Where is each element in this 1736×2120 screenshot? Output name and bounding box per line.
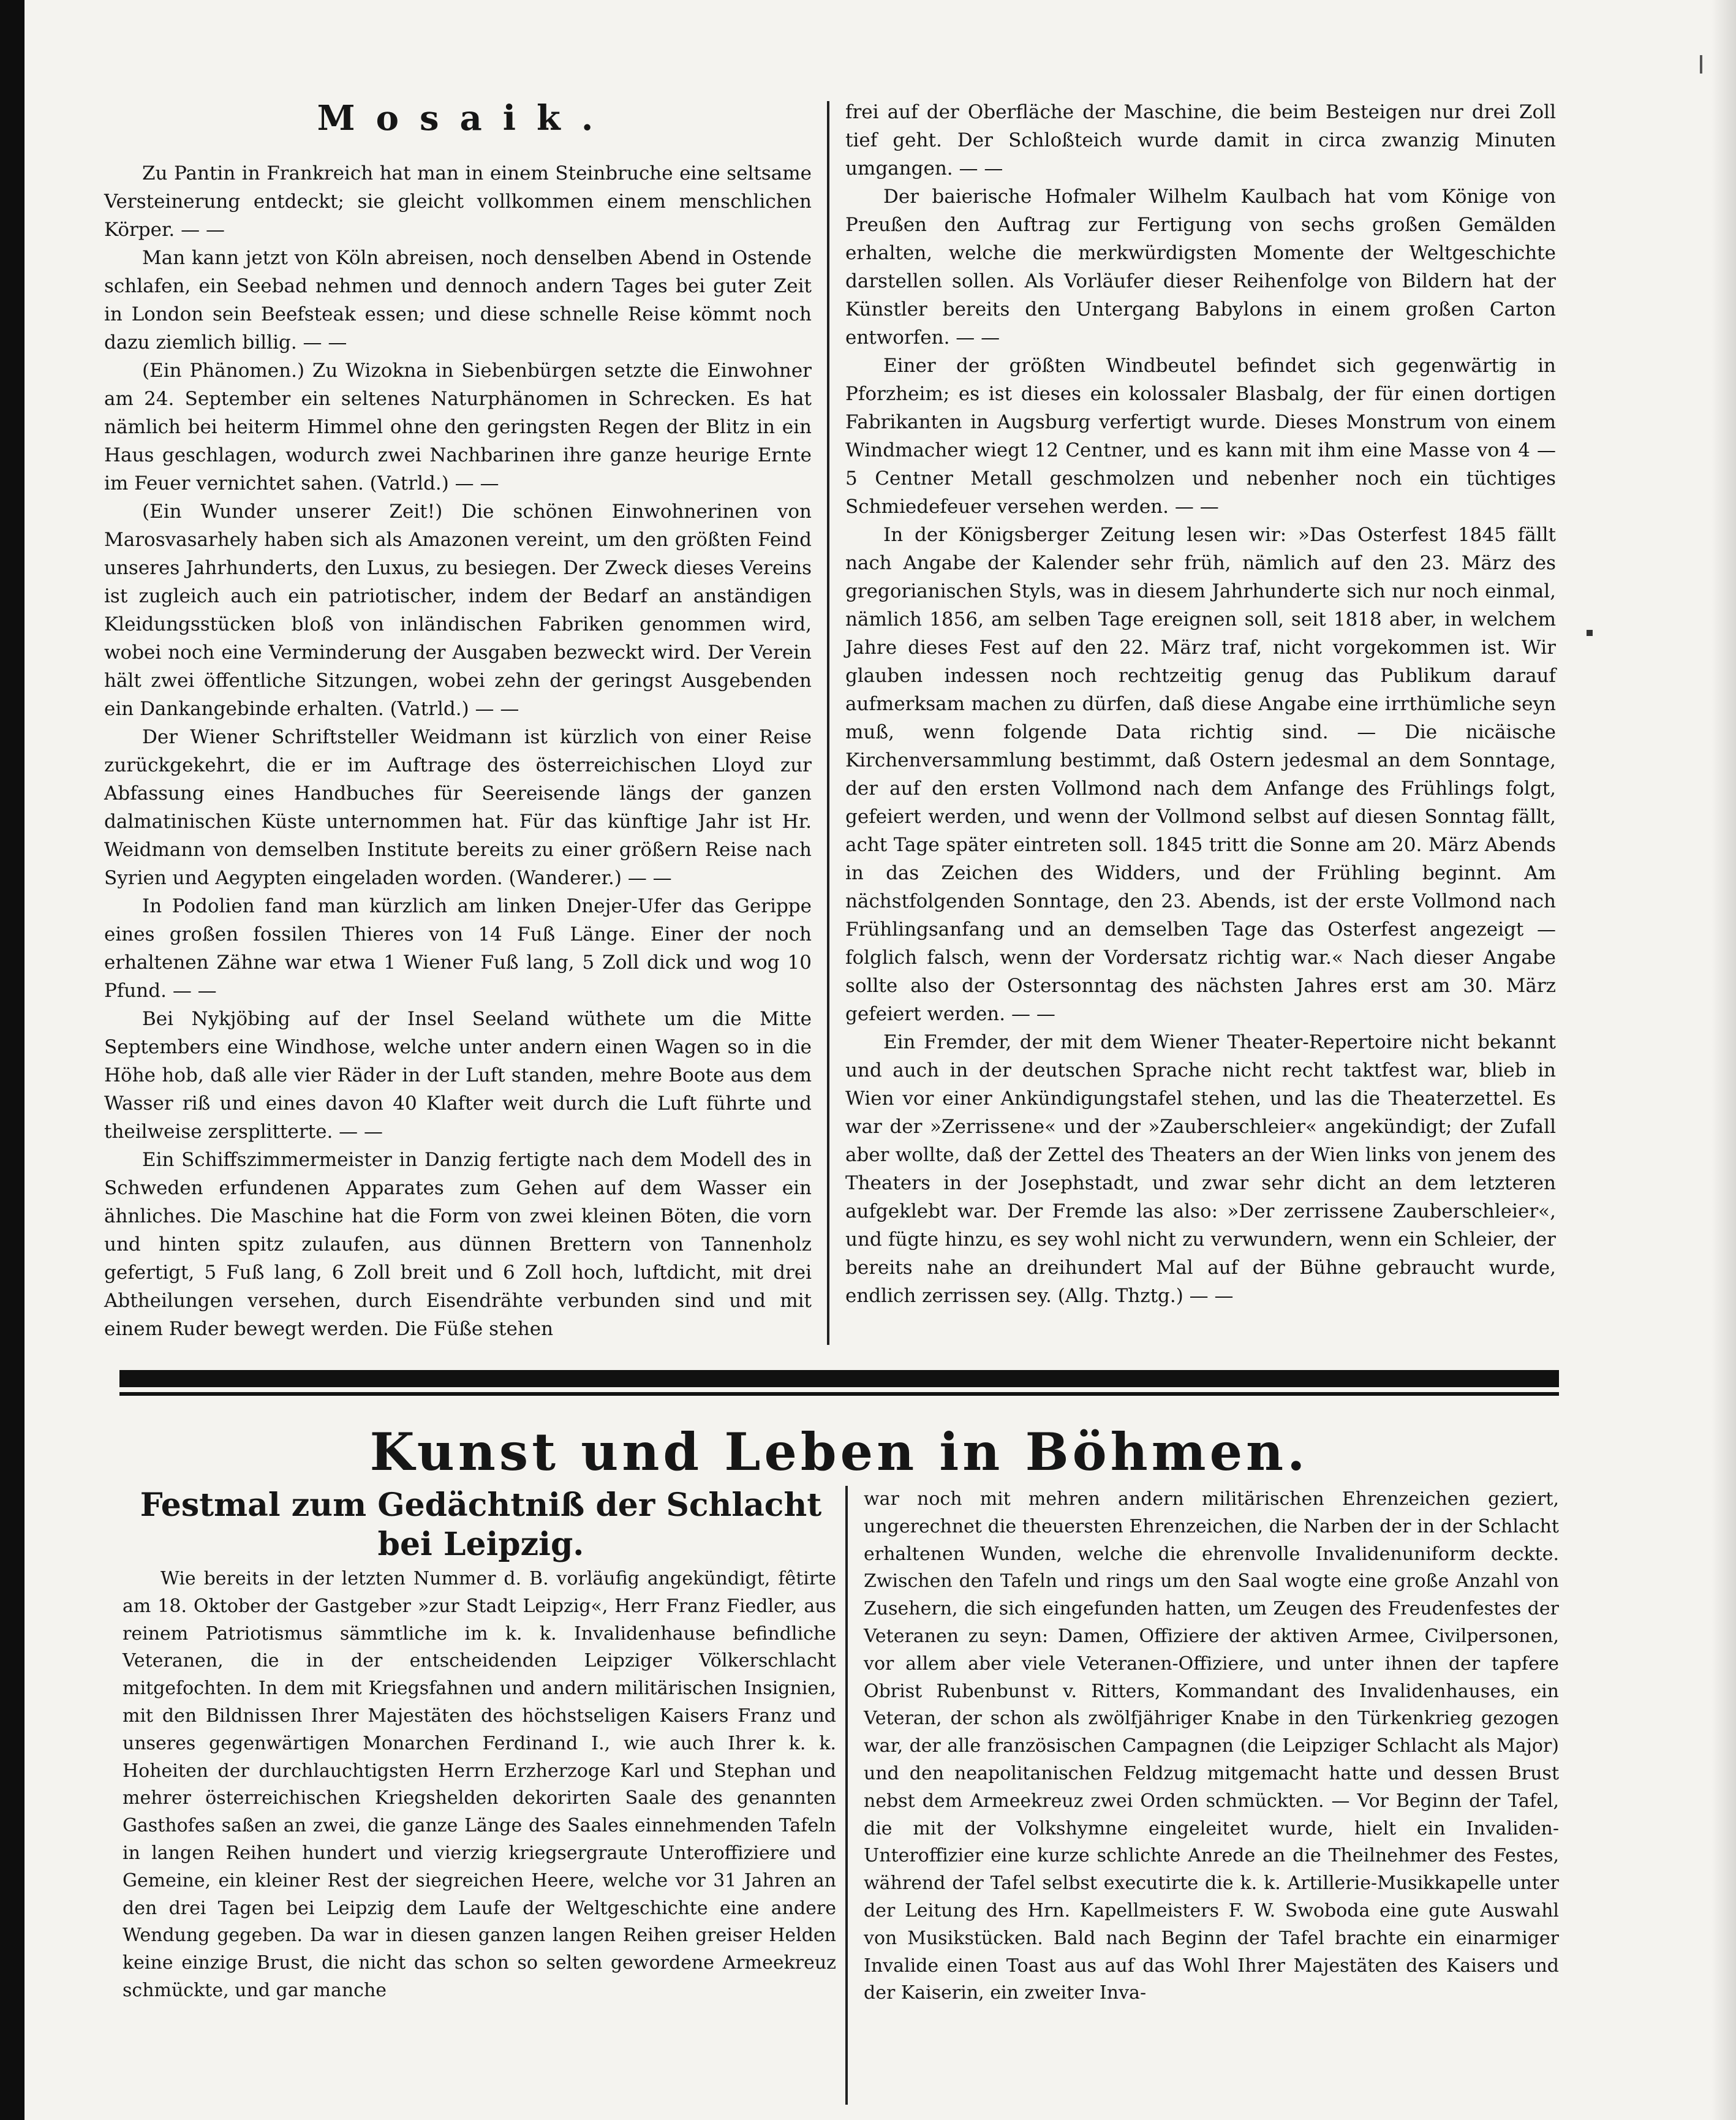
print-speck (1587, 630, 1593, 636)
paragraph: Man kann jetzt von Köln abreisen, noch denselben Abend in Ostende schlafen, ein Seebad nehmen und dennoch andern Tages bei guter Zeit in London sein Beefsteak essen; und diese schnelle Reise kömmt noch dazu ziemlich billig. — — (104, 247, 812, 354)
paragraph: Der baierische Hofmaler Wilhelm Kaulbach hat vom Könige von Preußen den Auftrag zur Fertigung von sechs großen Gemälden erhalten, welche die merkwürdigsten Momente der Weltgeschichte darstellen sollen. Als Vorläufer dieser Reihenfolge von Bildern hat der Künstler bereits den Untergang Babylons in einem großen Carton entworfen. — — (845, 186, 1556, 349)
paragraph: In der Königsberger Zeitung lesen wir: »Das Osterfest 1845 fällt nach Angabe der Kalender sehr früh, nämlich auf den 23. März des gregorianischen Styls, was in diesem Jahrhunderte sich nur noch einmal, nämlich 1856, am selben Tage ereignen soll, seit 1818 aber, in welchem Jahre dieses Fest auf den 22. März traf, nicht vorgekommen ist. Wir glauben indessen noch rechtzeitig genug das Publikum darauf aufmerksam machen zu dürfen, daß diese Angabe eine irrthümliche seyn muß, wenn folgende Data richtig sind. — Die nicäische Kirchenversammlung bestimmt, daß Ostern jedesmal an dem Sonntage, der auf den ersten Vollmond nach dem Anfange des Frühlings folgt, gefeiert werden, und wenn der Vollmond selbst auf diesen Sonntag fällt, acht Tage später eintreten soll. 1845 tritt die Sonne am 20. März Abends in das Zeichen des Widders, und der Frühling beginnt. Am nächstfolgenden Sonntage, den 23. Abends, ist der erste Vollmond nach Frühlingsanfang und an demselben Tage das Osterfest angezeigt — folglich falsch, wenn der Vordersatz richtig war.« Nach dieser Angabe sollte also der Ostersonntag des nächsten Jahres erst am 30. März gefeiert werden. — — (845, 524, 1556, 1025)
kunst-left-column (123, 1565, 836, 2005)
mosaik-heading: Mosaik. (317, 98, 614, 138)
paragraph: Zu Pantin in Frankreich hat man in einem Steinbruche eine seltsame Versteinerung entdeckt; sie gleicht vollkommen einem menschlichen Körper. — — (104, 162, 812, 241)
newspaper-page (25, 0, 1736, 2120)
paragraph: Bei Nykjöbing auf der Insel Seeland wüthete um die Mitte Septembers eine Windhose, welche unter andern einen Wagen so in die Höhe hob, daß alle vier Räder in der Luft standen, mehre Boote aus dem Wasser riß und eines davon 40 Klafter weit durch die Luft führte und theilweise zersplitterte. — — (104, 1008, 812, 1143)
book-spine-shadow (0, 0, 25, 2120)
paragraph: In Podolien fand man kürzlich am linken Dnejer-Ufer das Gerippe eines großen fossilen Thieres von 14 Fuß Länge. Einer der noch erhaltenen Zähne war etwa 1 Wiener Fuß lang, 5 Zoll dick und wog 10 Pfund. — — (104, 895, 812, 1002)
paragraph: Der Wiener Schriftsteller Weidmann ist kürzlich von einer Reise zurückgekehrt, die er im Auftrage des österreichischen Lloyd zur Abfassung eines Handbuches für Seereisende längs der ganzen dalmatinischen Küste unternommen hat. Für das künftige Jahr ist Hr. Weidmann von demselben Institute bereits zu einer größern Reise nach Syrien und Aegypten eingeladen worden. (Wanderer.) — — (104, 726, 812, 889)
paragraph: Wie bereits in der letzten Nummer d. B. vorläufig angekündigt, fêtirte am 18. Oktober der Gastgeber »zur Stadt Leipzig«, Herr Franz Fiedler, aus reinem Patriotismus sämmtliche im k. k. Invalidenhause befindliche Veteranen, die in der entscheidenden Leipziger Völkerschlacht mitgefochten. In dem mit Kriegsfahnen und andern militärischen Insignien, mit den Bildnissen Ihrer Majestäten des höchstseligen Kaisers Franz und unseres gegenwärtigen Monarchen Ferdinand I., wie auch Ihrer k. k. Hoheiten der durchlauchtigsten Herrn Erzherzoge Karl und Stephan und mehrer österreichischen Kriegshelden dekorirten Saale des genannten Gasthofes saßen an zwei, die ganze Länge des Saales einnehmenden Tafeln in langen Reihen hundert und vierzig kriegsergraute Unteroffiziere und Gemeine, ein kleiner Rest der siegreichen Heere, welche vor 31 Jahren an den drei Tagen bei Leipzig dem Laufe der Weltgeschichte eine andere Wendung gegeben. Da war in diesen ganzen langen Reihen greiser Helden keine einzige Brust, die nicht das schon so selten gewordene Armeekreuz schmückte, und gar manche (123, 1568, 836, 2001)
section-separator-rule (119, 1370, 1559, 1387)
paragraph: Ein Schiffszimmermeister in Danzig fertigte nach dem Modell des in Schweden erfundenen Apparates zum Gehen auf dem Wasser ein ähnliches. Die Maschine hat die Form von zwei kleinen Böten, die vorn und hinten spitz zulaufen, aus dünnen Brettern von Tannenholz gefertigt, 5 Fuß lang, 6 Zoll breit und 6 Zoll hoch, luftdicht, mit drei Abtheilungen versehen, durch Eisendrähte verbunden sind und mit einem Ruder bewegt werden. Die Füße stehen (104, 1149, 812, 1340)
page-edge-mark (1700, 55, 1702, 74)
paragraph: (Ein Wunder unserer Zeit!) Die schönen Einwohnerinen von Marosvasarhely haben sich als Amazonen vereint, um den größten Feind unseres Jahrhunderts, den Luxus, zu besiegen. Der Zweck dieses Vereins ist zugleich auch ein patriotischer, indem der Bedarf an anständigen Kleidungsstücken bloß von inländischen Fabriken genommen wird, wobei noch eine Verminderung der Ausgaben bezweckt wird. Der Verein hält zwei öffentliche Sitzungen, wobei zehn der geringst Ausgebenden ein Dankangebinde erhalten. (Vatrld.) — — (104, 501, 812, 720)
paragraph: frei auf der Oberfläche der Maschine, die beim Besteigen nur drei Zoll tief geht. Der Schloßteich wurde damit in circa zwanzig Minuten umgangen. — — (845, 101, 1556, 180)
column-divider (827, 101, 829, 1345)
article-title: Festmal zum Gedächtniß der Schlacht bei Leipzig. (140, 1486, 822, 1563)
mosaik-left-column (104, 159, 812, 1343)
paragraph: Ein Fremder, der mit dem Wiener Theater-Repertoire nicht bekannt und auch in der deutschen Sprache nicht recht taktfest war, blieb in Wien vor einer Ankündigungstafel stehen, und las die Theaterzettel. Es war der »Zerrissene« und der »Zauberschleier« angekündigt; der Zufall aber wollte, daß der Zettel des Theaters an der Wien links von jenem des Theaters in der Josephstadt, und zwar sehr dicht an dem letzteren aufgeklebt war. Der Fremde las also: »Der zerrissene Zauberschleier«, und fügte hinzu, es sey wohl nicht zu verwundern, wenn ein Schleier, der bereits nahe an dreihundert Mal auf der Bühne gebraucht wurde, endlich zerrissen sey. (Allg. Thztg.) — — (845, 1031, 1556, 1307)
column-divider (845, 1486, 848, 2105)
kunst-right-column (864, 1486, 1559, 2007)
mosaik-right-column (845, 98, 1556, 1310)
paragraph: war noch mit mehren andern militärischen Ehrenzeichen geziert, ungerechnet die theuersten Ehrenzeichen, die Narben der in der Schlacht erhaltenen Wunden, welche die ehrenvolle Invalidenuniform deckte. Zwischen den Tafeln und rings um den Saal wogte eine große Anzahl von Zusehern, die sich eingefunden hatten, um Zeugen des Freudenfestes der Veteranen zu seyn: Damen, Offiziere der aktiven Armee, Civilpersonen, vor allem aber viele Veteranen-Offiziere, und unter ihnen der tapfere Obrist Rubenbunst v. Ritters, Kommandant des Invalidenhauses, ein Veteran, der schon als zwölfjähriger Knabe in den Türkenkrieg gezogen war, der alle französischen Campagnen (die Leipziger Schlacht als Major) und den neapolitanischen Feldzug mitgemacht hatte und dessen Brust nebst dem Armeekreuz zwei Orden schmückten. — Vor Beginn der Tafel, die mit der Volkshymne eingeleitet wurde, hielt ein Invaliden-Unteroffizier eine kurze schlichte Anrede an die Theilnehmer des Festes, während der Tafel selbst executirte die k. k. Artillerie-Musikkapelle unter der Leitung des Hrn. Kapellmeisters F. W. Swoboda eine gute Auswahl von Musikstücken. Bald nach Beginn der Tafel brachte ein einarmiger Invalide einen Toast aus auf das Wohl Ihrer Majestäten des Kaisers und der Kaiserin, ein zweiter Inva- (864, 1488, 1559, 2004)
section-separator-thin-rule (119, 1392, 1559, 1396)
paragraph: (Ein Phänomen.) Zu Wizokna in Siebenbürgen setzte die Einwohner am 24. September ein seltenes Naturphänomen in Schrecken. Es hat nämlich bei heiterm Himmel ohne den geringsten Regen der Blitz in ein Haus geschlagen, wodurch zwei Nachbarinen ihre ganze heurige Ernte im Feuer vernichtet sahen. (Vatrld.) — — (104, 360, 812, 494)
page-fold-shadow (1711, 0, 1736, 2120)
paragraph: Einer der größten Windbeutel befindet sich gegenwärtig in Pforzheim; es ist dieses ein kolossaler Blasbalg, der für einen dortigen Fabrikanten in Augsburg verfertigt wurde. Dieses Monstrum von einem Windmacher wiegt 12 Centner, und es kann mit ihm eine Masse von 4 — 5 Centner Metall geschmolzen und nebenher noch ein tüchtiges Schmiedefeuer versehen werden. — — (845, 355, 1556, 518)
section-title: Kunst und Leben in Böhmen. (369, 1422, 1309, 1482)
